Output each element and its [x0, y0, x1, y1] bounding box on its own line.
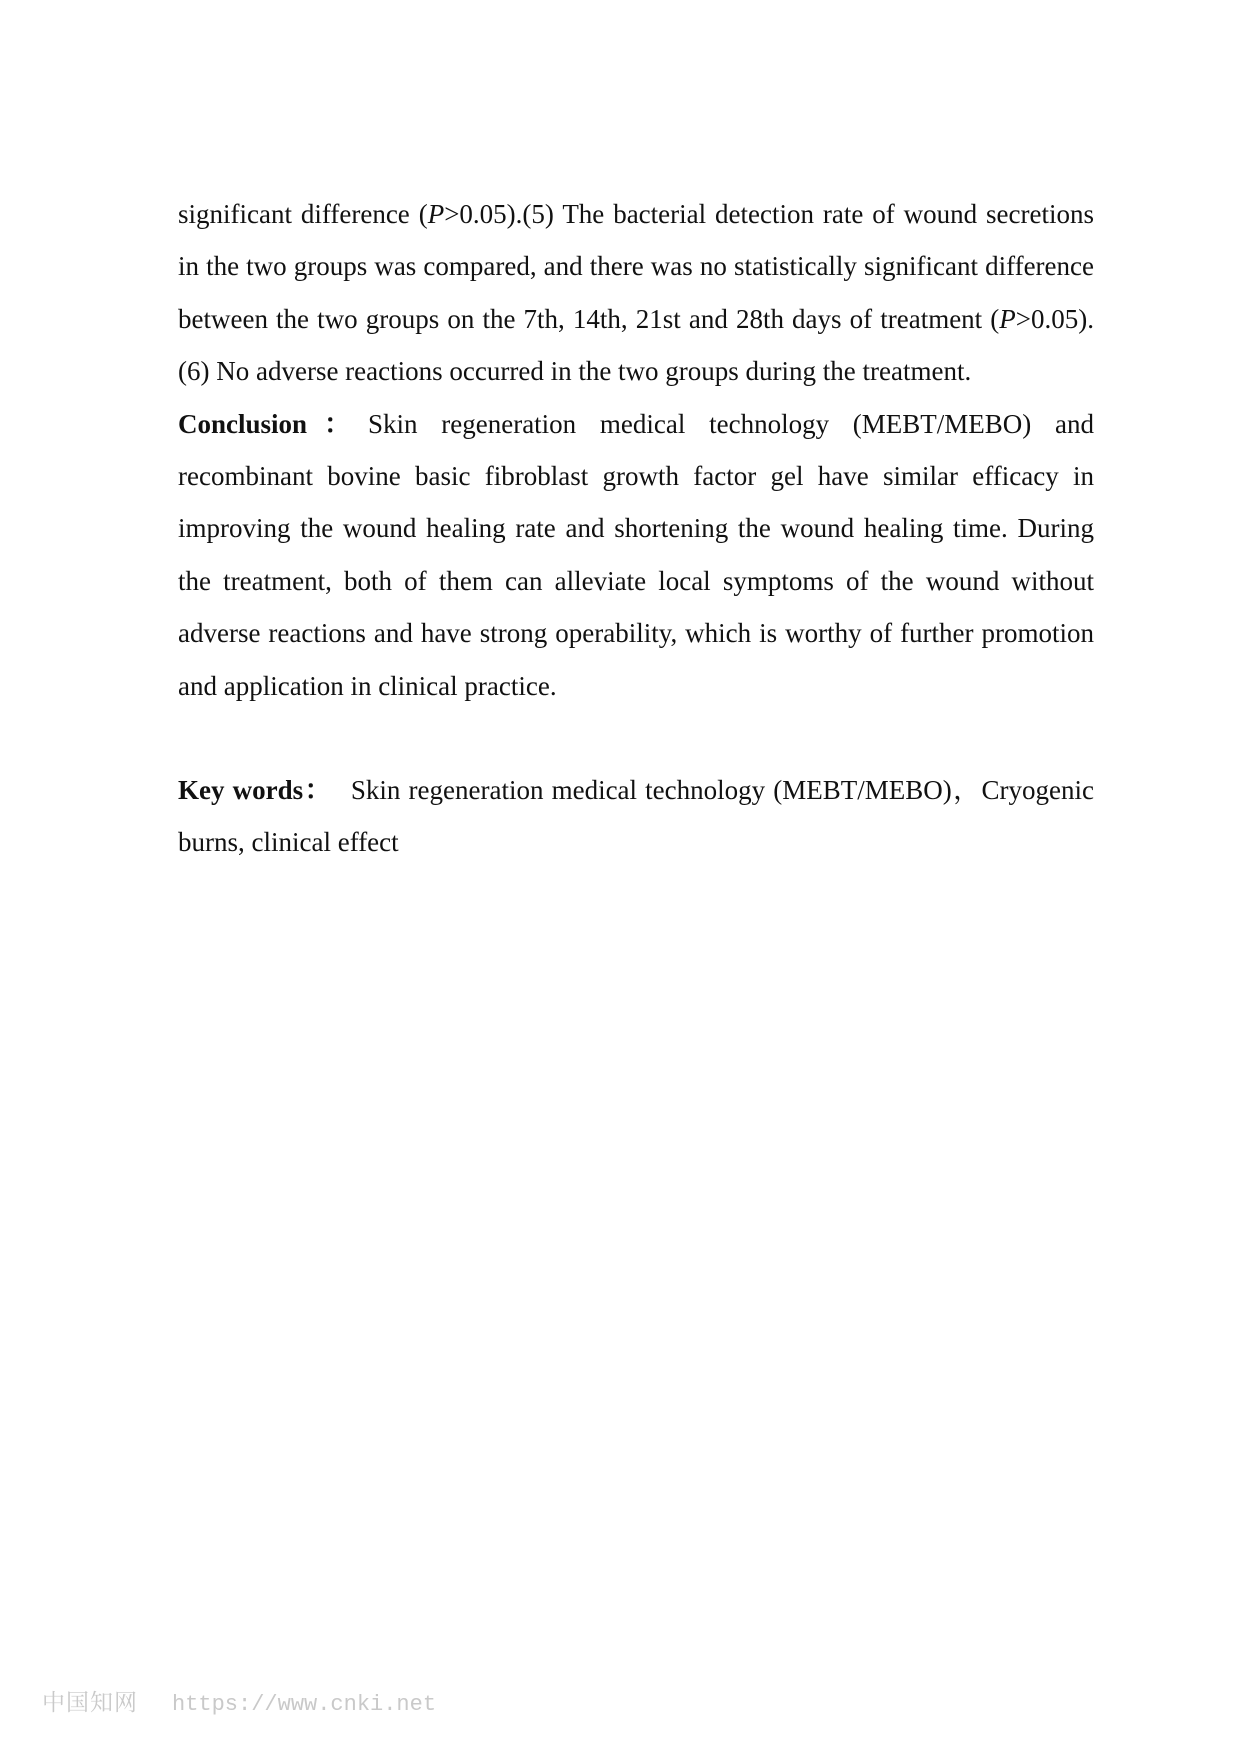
- keywords-label: Key words：: [178, 775, 333, 806]
- conclusion-paragraph: [178, 398, 1094, 712]
- results-text-part-3: >0.05).(6) No adverse reactions occurred in the two groups during the treatment.: [178, 303, 1094, 387]
- keywords-paragraph: [178, 764, 1094, 869]
- results-paragraph: [178, 188, 1094, 398]
- cnki-watermark: [42, 1684, 436, 1717]
- results-text-part-2: >0.05).(5) The bacterial detection rate of wound secretions in the two groups was compared, and there was no statistically significant difference between the two groups on the 7th, 14th, 21st and 28th days of treatment (: [178, 199, 1094, 334]
- watermark-url: https://www.cnki.net: [172, 1692, 437, 1717]
- keywords-text: Skin regeneration medical technology (MEBT/MEBO)，Cryogenic burns, clinical effect: [178, 775, 1094, 858]
- p-value-symbol: P: [427, 199, 445, 229]
- conclusion-label: Conclusion：: [178, 408, 369, 439]
- abstract-body: [178, 188, 1094, 869]
- watermark-site-name: 中国知网: [42, 1690, 138, 1716]
- conclusion-text: Skin regeneration medical technology (MEBT/MEBO) and recombinant bovine basic fibroblast growth factor gel have similar efficacy in improving the wound healing rate and shortening the wound healing time. During the treatment, both of them can alleviate local symptoms of the wound without adverse reactions and have strong operability, which is worthy of further promotion and application in clinical practice.: [178, 408, 1095, 701]
- p-value-symbol: P: [999, 303, 1016, 334]
- results-text-part-1: significant difference (: [178, 199, 428, 229]
